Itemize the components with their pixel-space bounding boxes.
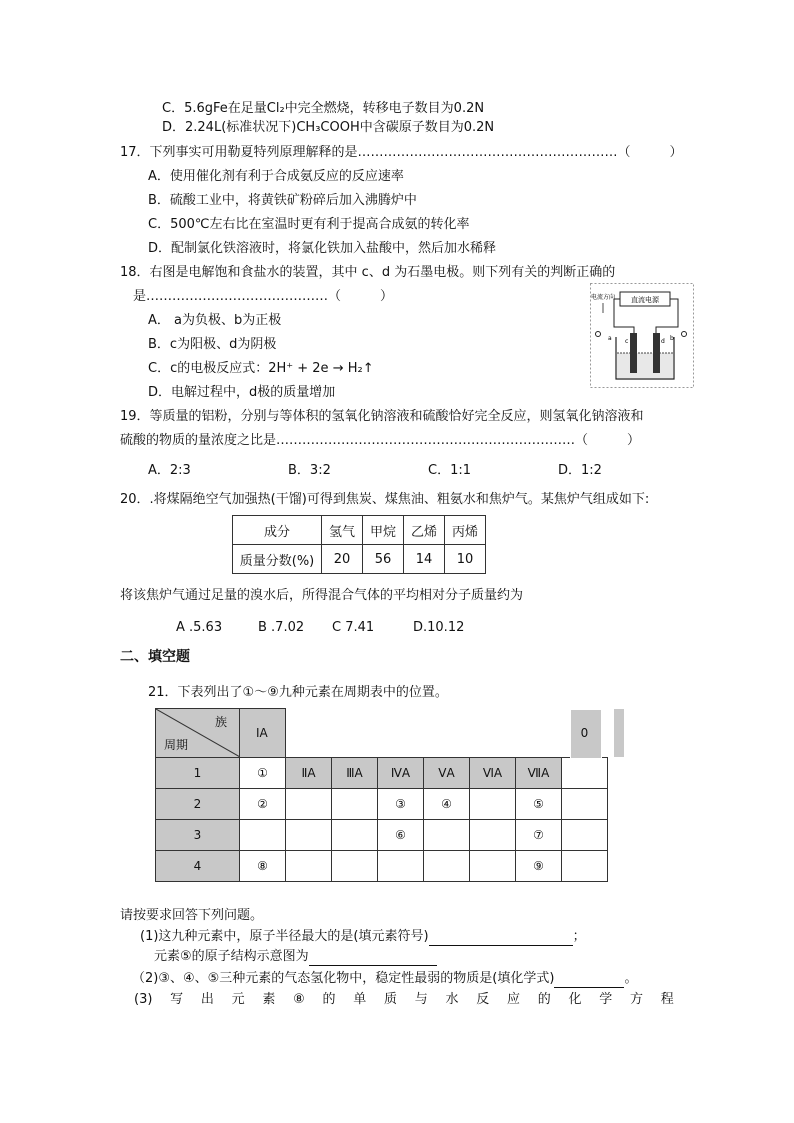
period-label: 4: [156, 851, 240, 882]
q21-sub1b-text: 元素⑤的原子结构示意图为: [154, 949, 309, 964]
table-row: [156, 758, 608, 789]
sub3-char: ⑧: [293, 992, 305, 1007]
q21-prompt: 请按要求回答下列问题。: [120, 908, 264, 923]
q21-sub2-end: 。: [624, 971, 638, 986]
sub3-char: 反: [476, 992, 490, 1007]
q21-sub1-end: ；: [572, 929, 586, 944]
q16-option-d: D．2.24L(标准状况下)CH₃COOH中含碳原子数目为0.2N: [162, 120, 495, 135]
sub3-char: 应: [507, 992, 521, 1007]
q16-option-c: C．5.6gFe在足量Cl₂中完全燃烧，转移电子数目为0.2N: [162, 101, 485, 116]
element-cell: [562, 758, 608, 789]
table-row: [156, 709, 608, 758]
element-cell: [286, 820, 332, 851]
table-header-cell: 氢气: [322, 516, 363, 545]
element-cell: [286, 851, 332, 882]
answer-blank[interactable]: [554, 973, 624, 988]
q19-stem-line1: 19．等质量的铝粉，分别与等体积的氢氧化钠溶液和硫酸恰好完全反应，则氢氧化钠溶液和: [120, 409, 644, 424]
element-cell: [332, 851, 378, 882]
power-supply-label: 直流电源: [631, 296, 659, 304]
corner-group-label: 族: [214, 715, 227, 729]
element-cell: ③: [378, 789, 424, 820]
element-cell: ⑤: [516, 789, 562, 820]
element-cell: [470, 820, 516, 851]
sub3-char: 化: [568, 992, 582, 1007]
table-header-cell: 甲烷: [363, 516, 404, 545]
sub3-char: 出: [200, 992, 214, 1007]
q19-stem-line2: 硫酸的物质的量浓度之比是……………………………………………………………（ ）: [120, 433, 641, 448]
group-header: ⅢA: [332, 758, 378, 789]
electrode-a-label: a: [608, 335, 612, 342]
q18-stem-line2: 是……………………………………（ ）: [133, 289, 394, 304]
q18-option-a: A． a为负极、b为正极: [148, 313, 282, 328]
q20-option-d: D.10.12: [413, 620, 465, 635]
q17-option-b: B．硫酸工业中，将黄铁矿粉碎后加入沸腾炉中: [148, 193, 417, 208]
current-direction-label: 电流方向: [590, 294, 616, 301]
group-header: ⅦA: [516, 758, 562, 789]
q20-stem: 20．.将煤隔绝空气加强热(干馏)可得到焦炭、煤焦油、粗氨水和焦炉气。某焦炉气组成如下:: [120, 492, 650, 507]
element-cell: ②: [240, 789, 286, 820]
element-cell: [470, 851, 516, 882]
table-header-cell: 成分: [233, 516, 322, 545]
element-cell: ④: [424, 789, 470, 820]
q17-option-d: D．配制氯化铁溶液时，将氯化铁加入盐酸中，然后加水稀释: [148, 241, 497, 256]
table-row: [233, 545, 486, 574]
element-cell: [470, 789, 516, 820]
table-header-cell: 乙烯: [404, 516, 445, 545]
group-header: ⅣA: [378, 758, 424, 789]
q21-stem: 21．下表列出了①～⑨九种元素在周期表中的位置。: [148, 685, 448, 700]
sub3-char: (3): [134, 992, 153, 1007]
table-spacer: [286, 709, 562, 758]
q20-follow-text: 将该焦炉气通过足量的溴水后，所得混合气体的平均相对分子质量约为: [120, 588, 524, 603]
element-cell: [562, 820, 608, 851]
q21-sub1-text: (1)这九种元素中，原子半径最大的是(填元素符号): [140, 929, 429, 944]
table-row: [233, 516, 486, 545]
element-cell: [332, 789, 378, 820]
q21-sub1-line1: [140, 928, 586, 946]
group-0-edge: [614, 709, 624, 757]
q21-sub3-line: [134, 991, 674, 1009]
group-0-header-wrap: [562, 709, 608, 758]
electrode-b-label: b: [670, 335, 674, 342]
table-row: [156, 789, 608, 820]
q21-sub2-line: [132, 970, 637, 988]
q17-option-a: A．使用催化剂有利于合成氨反应的反应速率: [148, 169, 404, 184]
element-cell: [378, 851, 424, 882]
q20-option-b: B .7.02: [258, 620, 305, 635]
table-row: [156, 820, 608, 851]
electrode-d-label: d: [661, 338, 665, 345]
sub3-char: 质: [384, 992, 398, 1007]
q17-stem: 17．下列事实可用勒夏特列原理解释的是……………………………………………………（ ）: [120, 145, 683, 160]
q21-sub1-line2: [154, 948, 437, 966]
element-cell: [240, 820, 286, 851]
element-cell: ⑦: [516, 820, 562, 851]
element-cell: [332, 820, 378, 851]
period-label: 3: [156, 820, 240, 851]
group-1a-header: ⅠA: [240, 709, 286, 758]
q17-option-c: C．500℃左右比在室温时更有利于提高合成氨的转化率: [148, 217, 470, 232]
q18-option-b: B．c为阳极、d为阴极: [148, 337, 277, 352]
group-header: ⅥA: [470, 758, 516, 789]
element-cell: [562, 851, 608, 882]
group-header: ⅤA: [424, 758, 470, 789]
sub3-char: 的: [537, 992, 551, 1007]
q19-option-a: A．2:3: [148, 463, 191, 478]
coke-gas-composition-table: [232, 515, 486, 574]
period-label: 1: [156, 758, 240, 789]
group-header: ⅡA: [286, 758, 332, 789]
sub3-char: 与: [414, 992, 428, 1007]
q19-option-d: D．1:2: [558, 463, 602, 478]
sub3-char: 元: [231, 992, 245, 1007]
q19-option-b: B．3:2: [288, 463, 331, 478]
sub3-char: 方: [630, 992, 644, 1007]
q18-option-c: C．c的电极反应式：2H⁺ + 2e → H₂↑: [148, 361, 374, 376]
corner-header-cell: [156, 709, 240, 758]
q18-stem-line1: 18．右图是电解饱和食盐水的装置，其中 c、d 为石墨电极。则下列有关的判断正确的: [120, 265, 616, 280]
section-title-fill-in: 二、填空题: [120, 649, 190, 665]
sub3-char: 水: [445, 992, 459, 1007]
sub3-char: 写: [170, 992, 184, 1007]
table-cell: 质量分数(%): [233, 545, 322, 574]
q19-option-c: C．1:1: [428, 463, 471, 478]
sub3-char: 程: [660, 992, 674, 1007]
electrolysis-diagram: [590, 283, 694, 388]
electrode-c-label: c: [625, 338, 629, 345]
element-cell: ⑥: [378, 820, 424, 851]
q21-sub2-text: （2)③、④、⑤三种元素的气态氢化物中，稳定性最弱的物质是(填化学式): [132, 971, 555, 986]
q18-option-d: D．电解过程中，d极的质量增加: [148, 385, 336, 400]
sub3-char: 的: [322, 992, 336, 1007]
element-cell: [562, 789, 608, 820]
q20-option-c: C 7.41: [332, 620, 375, 635]
table-cell: 20: [322, 545, 363, 574]
element-cell: ⑨: [516, 851, 562, 882]
q20-option-a: A .5.63: [176, 620, 223, 635]
element-cell: [424, 851, 470, 882]
element-cell: [424, 820, 470, 851]
group-0-header: 0: [580, 725, 589, 740]
element-cell: [286, 789, 332, 820]
table-header-cell: 丙烯: [445, 516, 486, 545]
table-cell: 10: [445, 545, 486, 574]
sub3-char: 素: [262, 992, 276, 1007]
element-cell: ①: [240, 758, 286, 789]
answer-blank[interactable]: [309, 951, 437, 966]
table-row: [156, 851, 608, 882]
table-cell: 56: [363, 545, 404, 574]
table-cell: 14: [404, 545, 445, 574]
element-cell: ⑧: [240, 851, 286, 882]
sub3-char: 单: [353, 992, 367, 1007]
sub3-char: 学: [599, 992, 613, 1007]
corner-period-label: 周期: [164, 738, 189, 752]
periodic-table: [155, 708, 608, 882]
period-label: 2: [156, 789, 240, 820]
answer-blank[interactable]: [429, 931, 573, 946]
